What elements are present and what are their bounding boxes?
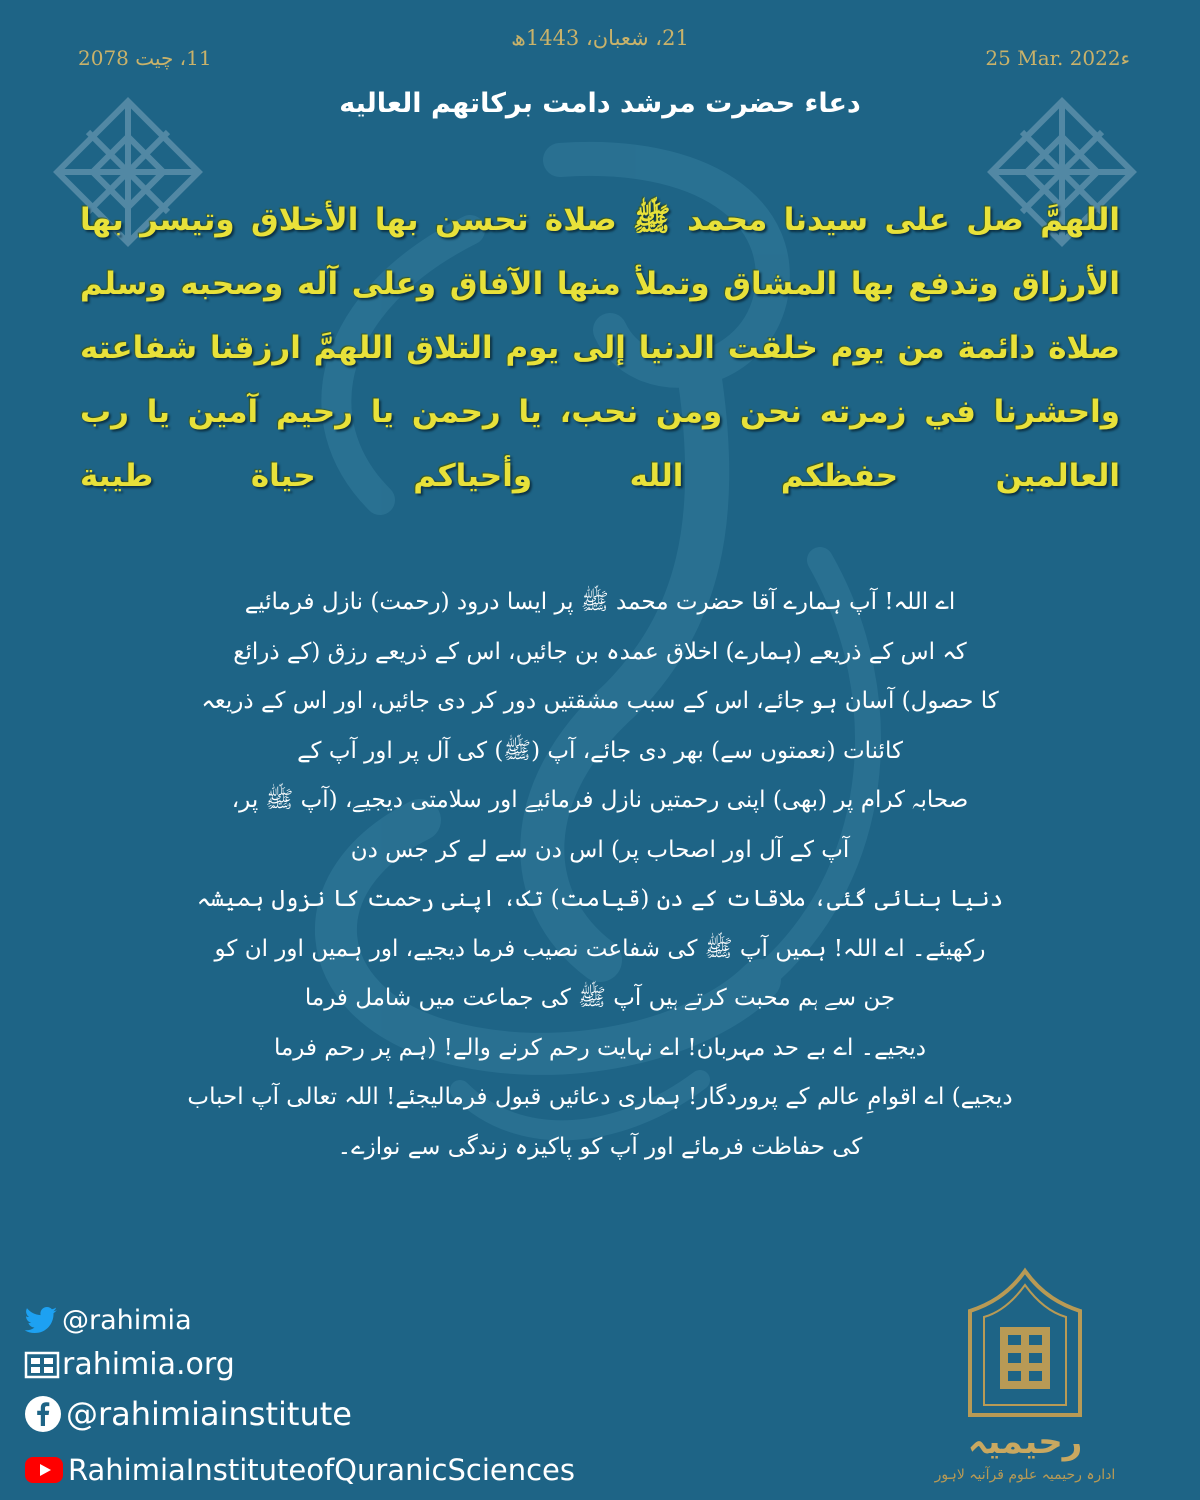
urdu-translation [180, 578, 1020, 1172]
logo-subtitle: ادارہ رحیمیہ علوم قرآنیہ لاہور [934, 1467, 1116, 1483]
twitter-icon [24, 1307, 58, 1335]
youtube-icon [24, 1455, 64, 1485]
youtube-channel: RahimiaInstituteofQuranicSciences [68, 1453, 575, 1487]
urdu-line: جن سے ہم محبت کرتے ہیں آپ ﷺ کی جماعت میں شامل فرما [304, 985, 896, 1011]
website-icon [24, 1349, 60, 1381]
urdu-line: اے اللہ! آپ ہمارے آقا حضرت محمد ﷺ پر ایسا درود (رحمت) نازل فرمائیے [244, 589, 956, 615]
urdu-line: صحابہ کرام پر (بھی) اپنی رحمتیں نازل فرمائیے اور سلامتی دیجیے، (آپ ﷺ پر، [231, 787, 969, 813]
youtube-link[interactable] [24, 1453, 575, 1487]
twitter-link[interactable] [24, 1305, 192, 1336]
website-link[interactable] [24, 1347, 235, 1382]
urdu-line: کی حفاظت فرمائے اور آپ کو پاکیزہ زندگی سے نوازے۔ [337, 1133, 863, 1160]
urdu-line: آپ کے آل اور اصحاب پر) اس دن سے لے کر جس دن [350, 836, 850, 863]
date-bikrami: 11، چیت 2078 [78, 46, 212, 70]
arabic-prayer: اللهمَّ صل على سيدنا محمد ﷺ صلاة تحسن بها الأخلاق وتيسر بها الأرزاق وتدفع بها المشاق وتملأ منها الآفاق وعلى آله وصحبه وسلم صلاة دائمة من يوم خلقت الدنيا إلى يوم التلاق اللهمَّ ارزقنا شفاعته واحشرنا في زمرته نحن ومن نحب، يا رحمن يا رحيم آمين يا رب العالمين حفظكم الله وأحياكم حياة طيبة [80, 202, 1120, 494]
urdu-line: دنیا بنائی گئی، ملاقات کے دن (قیامت) تک، اپنی رحمت کا نزول ہمیشہ [196, 886, 1004, 912]
rahimia-logo [900, 1265, 1150, 1487]
website-url: rahimia.org [62, 1347, 235, 1382]
urdu-line: کا حصول) آسان ہو جائے، اس کے سبب مشقتیں دور کر دی جائیں، اور اس کے ذریعہ [201, 688, 999, 714]
logo-wordmark: رحیمیہ [967, 1422, 1083, 1462]
page-title: دعاء حضرت مرشد دامت برکاتهم العالیه [339, 88, 861, 119]
facebook-link[interactable] [24, 1395, 352, 1433]
date-hijri: 21، شعبان، 1443ھ [511, 26, 689, 50]
facebook-icon [24, 1395, 62, 1433]
twitter-handle: @rahimia [62, 1305, 192, 1336]
facebook-handle: @rahimiainstitute [66, 1395, 352, 1433]
urdu-line: کہ اس کے ذریعے (ہمارے) اخلاق عمدہ بن جائیں، اس کے ذریعے رزق (کے ذرائع [233, 638, 967, 665]
urdu-line: کائنات (نعمتوں سے) بھر دی جائے، آپ (ﷺ) کی آل پر اور آپ کے [297, 737, 903, 764]
date-gregorian: 25 Mar. 2022ء [985, 46, 1130, 70]
urdu-line: دیجیے) اے اقوامِ عالم کے پروردگار! ہماری دعائیں قبول فرمالیجئے! اللہ تعالی آپ احباب [187, 1084, 1013, 1110]
urdu-line: دیجیے۔ اے بے حد مہربان! اے نہایت رحم کرنے والے! (ہم پر رحم فرما [273, 1034, 927, 1061]
urdu-line: رکھیئے۔ اے اللہ! ہمیں آپ ﷺ کی شفاعت نصیب فرما دیجیے، اور ہمیں اور ان کو [214, 935, 986, 962]
knot-emblem-icon [1000, 1327, 1050, 1389]
